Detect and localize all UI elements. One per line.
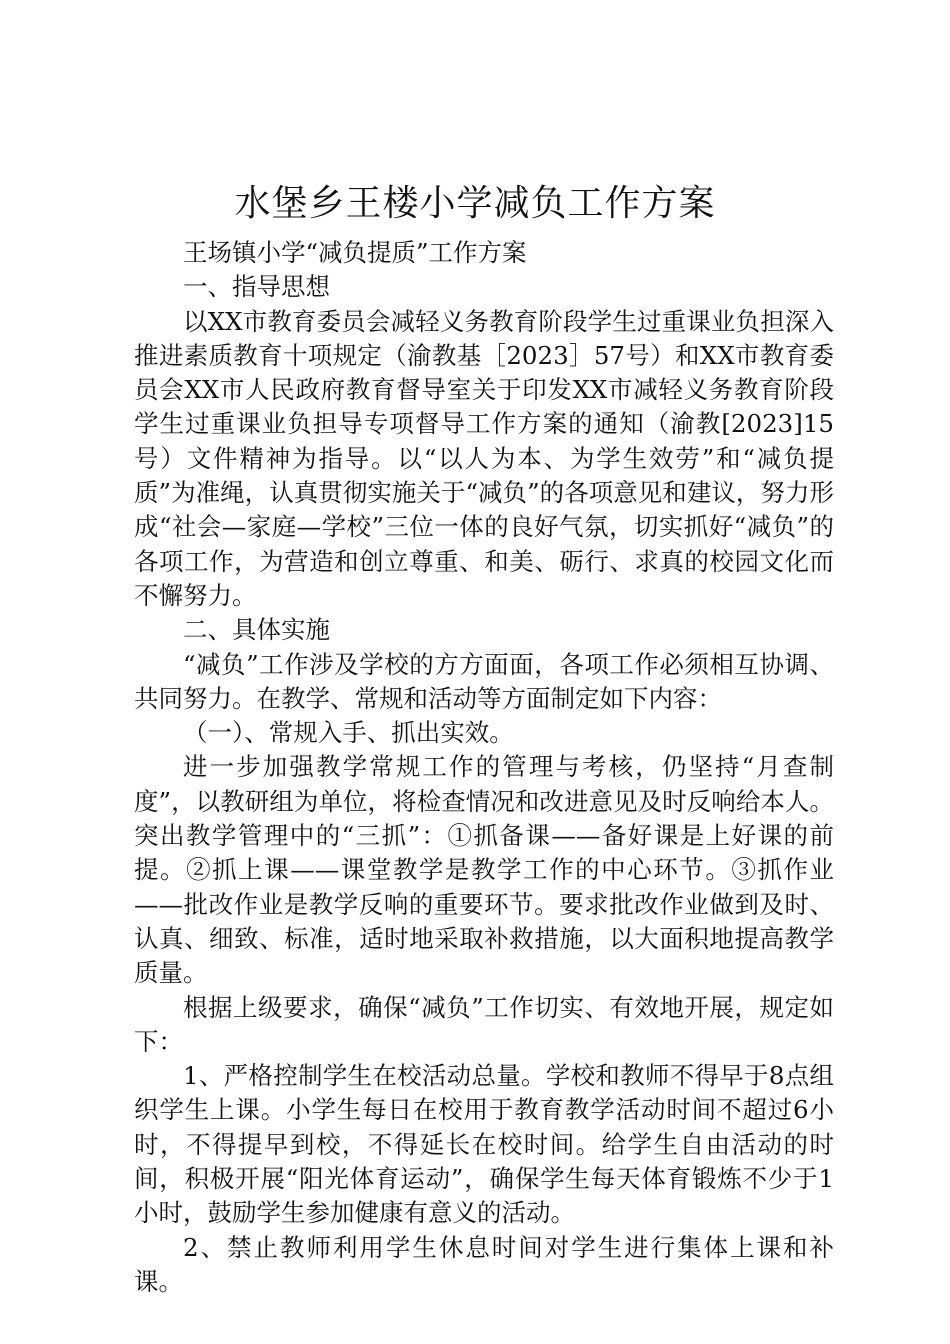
section-heading-guiding-thought: 一、指导思想	[183, 272, 330, 302]
rule-2-paragraph: 2、禁止教师利用学生休息时间对学生进行集体上课和补课。	[134, 1232, 834, 1296]
regulations-intro-paragraph: 根据上级要求，确保“减负”工作切实、有效地开展，规定如下：	[134, 992, 834, 1056]
section-heading-implementation: 二、具体实施	[183, 615, 330, 645]
rule-1-paragraph: 1、严格控制学生在校活动总量。学校和教师不得早于8点组织学生上课。小学生每日在校用于教育教学活动时间不超过6小时，不得提早到校，不得延长在校时间。给学生自由活动的时间，积极开展“阳光体育运动”，确保学生每天体育锻炼不少于1小时，鼓励学生参加健康有意义的活动。	[134, 1061, 834, 1228]
guiding-thought-paragraph: 以XX市教育委员会减轻义务教育阶段学生过重课业负担深入推进素质教育十项规定（渝教基［2023］57号）和XX市教育委员会XX市人民政府教育督导室关于印发XX市减轻义务教育阶段学生过重课业负担导专项督导工作方案的通知（渝教[2023]15号）文件精神为指导。以“以人为本、为学生效劳”和“减负提质”为准绳，认真贯彻实施关于“减负”的各项意见和建议，努力形成“社会—家庭—学校”三位一体的良好气氛，切实抓好“减负”的各项工作，为营造和创立尊重、和美、砺行、求真的校园文化而不懈努力。	[134, 306, 834, 610]
routine-management-paragraph: 进一步加强教学常规工作的管理与考核，仍坚持“月查制度”，以教研组为单位，将检查情况和改进意见及时反响给本人。突出教学管理中的“三抓”：①抓备课——备好课是上好课的前提。②抓上课——课堂教学是教学工作的中心环节。③抓作业——批改作业是教学反响的重要环节。要求批改作业做到及时、认真、细致、标准，适时地采取补救措施，以大面积地提高教学质量。	[134, 752, 834, 988]
document-title: 水堡乡王楼小学减负工作方案	[234, 183, 716, 224]
subsection-heading-routine: （一）、常规入手、抓出实效。	[183, 718, 514, 748]
implementation-intro-paragraph: “减负”工作涉及学校的方方面面，各项工作必须相互协调、共同努力。在教学、常规和活动等方面制定如下内容：	[134, 649, 834, 713]
subtitle-paragraph: 王场镇小学“减负提质”工作方案	[183, 238, 527, 267]
document-body	[134, 236, 834, 1299]
